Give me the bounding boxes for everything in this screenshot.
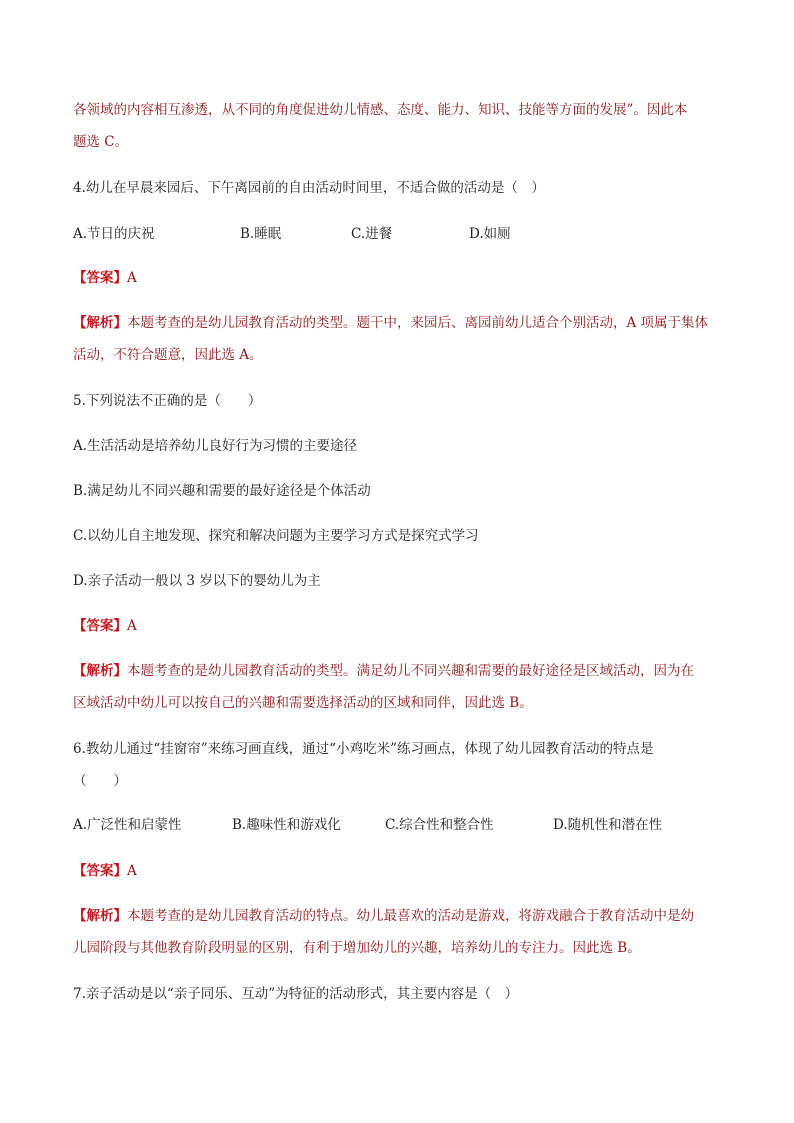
intro-line-2: 题选 C。 <box>73 134 129 150</box>
answer-tag: 【答案】 <box>73 618 127 634</box>
q6-option-d: D.随机性和潜在性 <box>553 817 663 833</box>
q6-option-b: B.趣味性和游戏化 <box>232 817 341 833</box>
q4-analysis-line-2: 活动，不符合题意，因此选 A。 <box>73 347 263 363</box>
q5-analysis-line-1 <box>73 661 724 681</box>
answer-value: A <box>127 270 137 286</box>
answer-tag: 【答案】 <box>73 863 127 879</box>
q4-option-a: A.节日的庆祝 <box>73 226 155 242</box>
q6-stem-line-2: （ ） <box>73 773 127 789</box>
q6-option-c: C.综合性和整合性 <box>385 817 494 833</box>
analysis-text: 本题考查的是幼儿园教育活动的特点。幼儿最喜欢的活动是游戏，将游戏融合于教育活动中是幼 <box>127 908 694 924</box>
q6-analysis-line-1 <box>73 906 724 926</box>
q6-option-a: A.广泛性和启蒙性 <box>73 817 182 833</box>
analysis-text: 本题考查的是幼儿园教育活动的类型。题干中，来园后、离园前幼儿适合个别活动，A 项属于集体 <box>127 315 709 331</box>
q5-option-b: B.满足幼儿不同兴趣和需要的最好途径是个体活动 <box>73 483 371 499</box>
q4-option-c: C.进餐 <box>351 226 393 242</box>
q7-stem: 7.亲子活动是以“亲子同乐、互动”为特征的活动形式，其主要内容是（ ） <box>73 986 519 1002</box>
q6-answer <box>73 861 724 881</box>
q5-option-d: D.亲子活动一般以 3 岁以下的婴幼儿为主 <box>73 573 321 589</box>
analysis-tag: 【解析】 <box>73 663 127 679</box>
answer-tag: 【答案】 <box>73 270 127 286</box>
q4-option-b: B.睡眠 <box>240 226 282 242</box>
q4-option-d: D.如厕 <box>469 226 511 242</box>
q4-stem: 4.幼儿在早晨来园后、下午离园前的自由活动时间里，不适合做的活动是（ ） <box>73 180 545 196</box>
q5-option-c: C.以幼儿自主地发现、探究和解决问题为主要学习方式是探究式学习 <box>73 528 479 544</box>
q4-answer <box>73 268 724 288</box>
q6-analysis-line-2: 儿园阶段与其他教育阶段明显的区别，有利于增加幼儿的兴趣，培养幼儿的专注力。因此选 B。 <box>73 940 641 956</box>
analysis-text: 本题考查的是幼儿园教育活动的类型。满足幼儿不同兴趣和需要的最好途径是区域活动，因为在 <box>127 663 694 679</box>
answer-value: A <box>127 618 137 634</box>
intro-line-1: 各领域的内容相互渗透，从不同的角度促进幼儿情感、态度、能力、知识、技能等方面的发展”。因此本 <box>73 102 688 118</box>
q5-option-a: A.生活活动是培养幼儿良好行为习惯的主要途径 <box>73 438 358 454</box>
q4-analysis-line-1 <box>73 313 724 333</box>
q6-stem-line-1: 6.教幼儿通过“挂窗帘”来练习画直线，通过“小鸡吃米”练习画点，体现了幼儿园教育活动的特点是 <box>73 741 654 757</box>
answer-value: A <box>127 863 137 879</box>
q5-stem: 5.下列说法不正确的是（ ） <box>73 393 262 409</box>
analysis-tag: 【解析】 <box>73 908 127 924</box>
q5-answer <box>73 616 724 636</box>
q5-analysis-line-2: 区域活动中幼儿可以按自己的兴趣和需要选择活动的区域和同伴，因此选 B。 <box>73 695 533 711</box>
analysis-tag: 【解析】 <box>73 315 127 331</box>
